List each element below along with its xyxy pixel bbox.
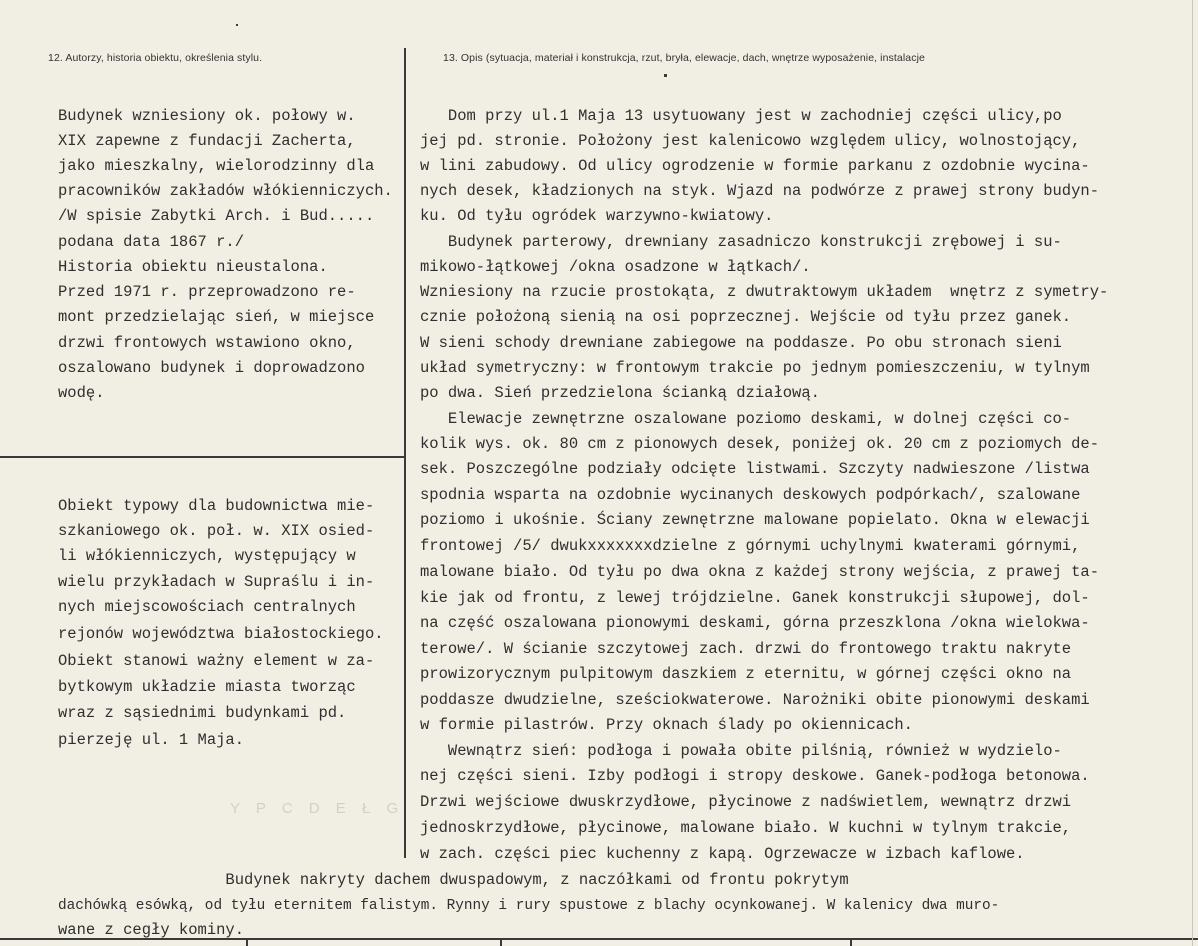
history-line: podana data 1867 r./ <box>58 233 245 251</box>
description-line: Wewnątrz sień: podłoga i powała obite pilśnią, również w wydzielo- <box>420 742 1062 760</box>
style-line: pierzeję ul. 1 Maja. <box>58 731 245 749</box>
description-line: prowizorycznym pulpitowym daszkiem z eternitu, w górnej części okno na <box>420 665 1072 683</box>
history-line: Przed 1971 r. przeprowadzono re- <box>58 283 356 301</box>
description-line: ku. Od tyłu ogródek warzywno-kwiatowy. <box>420 207 774 225</box>
top-dot <box>236 24 238 26</box>
style-line: nych miejscowościach centralnych <box>58 598 356 616</box>
description-line: poddasze dwudzielne, sześciokwaterowe. Narożniki obite pionowymi deskami <box>420 691 1090 709</box>
style-line: Obiekt stanowi ważny element w za- <box>58 652 375 670</box>
section-12-heading: 12. Autorzy, historia obiektu, określenia stylu. <box>48 52 263 64</box>
description-line: po dwa. Sień przedzielona ścianką działową. <box>420 384 820 402</box>
description-line: Wzniesiony na rzucie prostokąta, z dwutraktowym układem wnętrz z symetry- <box>420 283 1109 301</box>
description-line: Drzwi wejściowe dwuskrzydłowe, płycinowe z nadświetlem, wewnątrz drzwi <box>420 793 1072 811</box>
description-line: spodnia wsparta na ozdobnie wycinanych deskowych podpórkach/, szalowane <box>420 486 1081 504</box>
style-line: szkaniowego ok. poł. w. XIX osied- <box>58 522 375 540</box>
description-line: w lini zabudowy. Od ulicy ogrodzenie w formie parkanu z ozdobnie wycina- <box>420 157 1090 175</box>
style-line: wielu przykładach w Supraślu i in- <box>58 573 375 591</box>
right-edge-rule <box>1192 0 1193 946</box>
description-line: na część oszalowana pionowymi deskami, górna przeszklona /okna wielokwa- <box>420 614 1090 632</box>
history-line: jako mieszkalny, wielorodzinny dla <box>58 157 375 175</box>
style-line: bytkowym układzie miasta tworząc <box>58 678 356 696</box>
show-through-letters: Y P C D E Ł G <box>230 800 405 817</box>
history-line: Historia obiektu nieustalona. <box>58 258 328 276</box>
history-line: XIX zapewne z fundacji Zacherta, <box>58 132 356 150</box>
description-line: kolik wys. ok. 80 cm z pionowych desek, poniżej ok. 20 cm z poziomych de- <box>420 435 1100 453</box>
bottom-tick-3 <box>850 938 852 946</box>
description-line: mikowo-łątkowej /okna osadzone w łątkach/. <box>420 258 811 276</box>
description-line: w zach. części piec kuchenny z kapą. Ogrzewacze w izbach kaflowe. <box>420 845 1025 863</box>
section-13-heading: 13. Opis (sytuacja, materiał i konstrukcja, rzut, bryła, elewacje, dach, wnętrze wyposażenie, instalacje <box>443 52 925 64</box>
history-line: oszalowano budynek i doprowadzono <box>58 359 365 377</box>
column-divider <box>404 48 406 858</box>
history-line: /W spisie Zabytki Arch. i Bud..... <box>58 207 375 225</box>
description-line: Elewacje zewnętrzne oszalowane poziomo deskami, w dolnej części co- <box>420 410 1072 428</box>
description-line: jej pd. stronie. Położony jest kalenicowo względem ulicy, wolnostojący, <box>420 132 1081 150</box>
bottom-tick-2 <box>500 938 502 946</box>
style-line: wraz z sąsiednimi budynkami pd. <box>58 704 347 722</box>
description-line: układ symetryczny: w frontowym trakcie po jednym pomieszczeniu, w tylnym <box>420 359 1090 377</box>
description-line: kie jak od frontu, z lewej trójdzielne. Ganek konstrukcji słupowej, dol- <box>420 589 1090 607</box>
history-line: drzwi frontowych wstawiono okno, <box>58 334 356 352</box>
description-line: terowe/. W ścianie szczytowej zach. drzwi do frontowego traktu nakryte <box>420 640 1072 658</box>
style-line: rejonów województwa białostockiego. <box>58 625 384 643</box>
description-line: sek. Poszczególne podziały odcięte listwami. Szczyty nadwieszone /listwa <box>420 460 1090 478</box>
history-line: pracowników zakładów włókienniczych. <box>58 182 393 200</box>
description-line: frontowej /5/ dwukxxxxxxxdzielne z górnymi uchylnymi kwaterami górnymi, <box>420 537 1081 555</box>
bottom-tick-1 <box>246 938 248 946</box>
description-line: jednoskrzydłowe, płycinowe, malowane biało. W kuchni w tylnym trakcie, <box>420 819 1072 837</box>
description-line: Dom przy ul.1 Maja 13 usytuowany jest w zachodniej części ulicy,po <box>420 107 1062 125</box>
style-line: Obiekt typowy dla budownictwa mie- <box>58 497 375 515</box>
description-line: poziomo i ukośnie. Ściany zewnętrzne malowane popielato. Okna w elewacji <box>420 511 1090 529</box>
description-line: w formie pilastrów. Przy oknach ślady po okiennicach. <box>420 716 913 734</box>
left-section-divider <box>0 456 405 458</box>
description-line: W sieni schody drewniane zabiegowe na poddasze. Po obu stronach sieni <box>420 334 1062 352</box>
continuation-line: Budynek nakryty dachem dwuspadowym, z naczółkami od frontu pokrytym <box>58 871 849 889</box>
description-line: malowane biało. Od tyłu po dwa okna z każdej strony wejścia, z prawej ta- <box>420 563 1100 581</box>
continuation-line: dachówką esówką, od tyłu eternitem falistym. Rynny i rury spustowe z blachy ocynkowanej. W kalenicy dwa muro- <box>58 898 1000 914</box>
description-line: nej części sieni. Izby podłogi i stropy deskowe. Ganek-podłoga betonowa. <box>420 767 1090 785</box>
description-line: Budynek parterowy, drewniany zasadniczo konstrukcji zrębowej i su- <box>420 233 1062 251</box>
continuation-line: wane z cegły kominy. <box>58 921 245 939</box>
description-line: cznie położoną sienią na osi poprzecznej. Wejście od tyłu przez ganek. <box>420 308 1072 326</box>
style-line: li włókienniczych, występujący w <box>58 547 356 565</box>
history-line: Budynek wzniesiony ok. połowy w. <box>58 107 356 125</box>
history-line: mont przedzielając sień, w miejsce <box>58 308 375 326</box>
description-line: nych desek, kładzionych na styk. Wjazd na podwórze z prawej strony budyn- <box>420 182 1100 200</box>
history-line: wodę. <box>58 384 105 402</box>
top-mark <box>664 74 667 77</box>
